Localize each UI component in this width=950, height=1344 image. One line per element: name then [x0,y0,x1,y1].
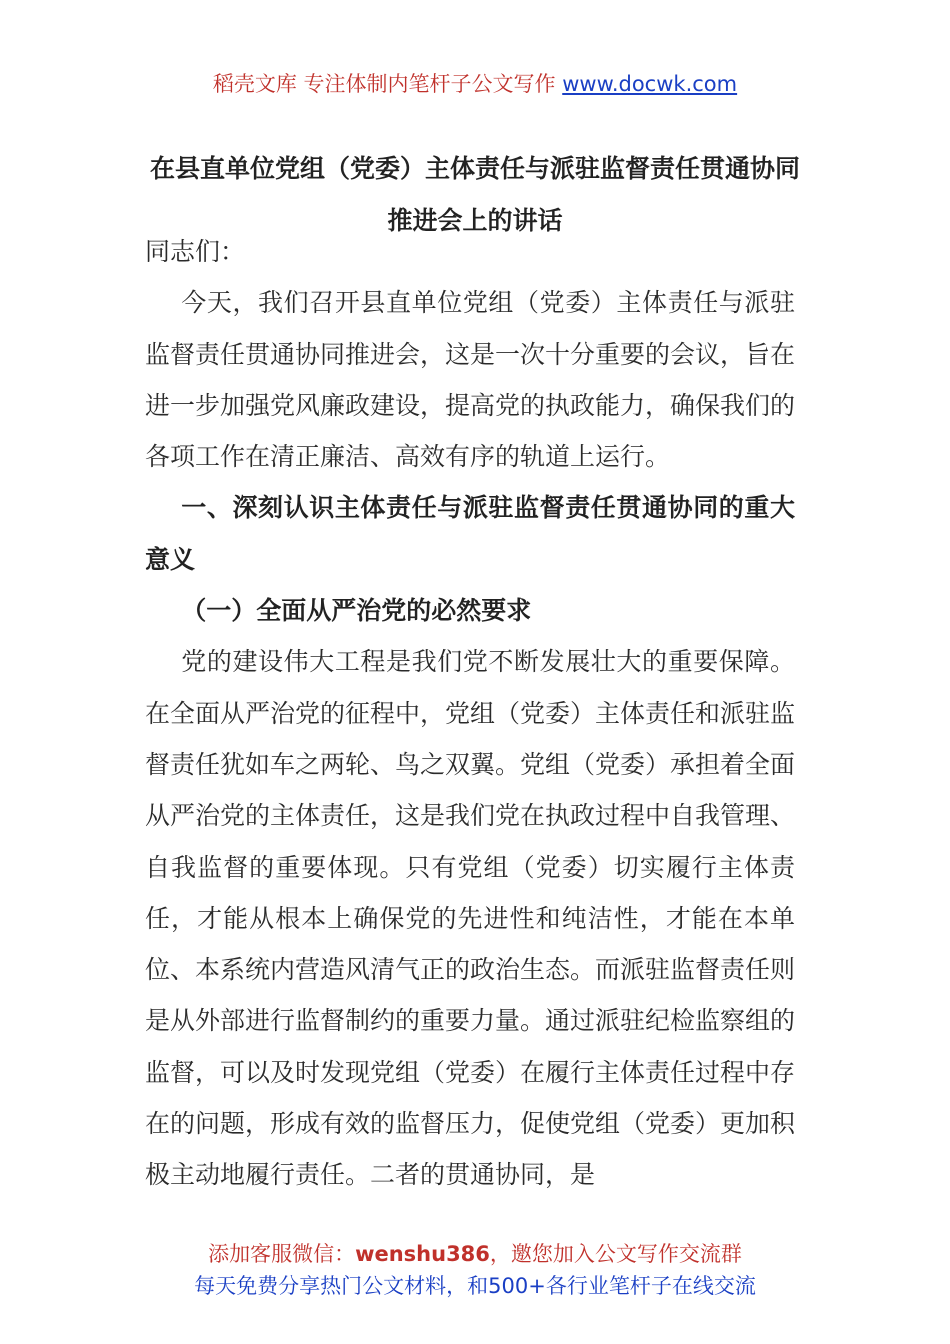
intro-paragraph: 今天，我们召开县直单位党组（党委）主体责任与派驻监督责任贯通协同推进会，这是一次十分重要的会议，旨在进一步加强党风廉政建设，提高党的执政能力，确保我们的各项工作在清正廉洁、高效有序的轨道上运行。 [145,288,796,472]
subsection-heading: （一）全面从严治党的必然要求 [181,596,532,626]
document-title: 在县直单位党组（党委）主体责任与派驻监督责任贯通协同推进会上的讲话 [149,154,800,235]
salutation: 同志们： [145,237,246,266]
footer-line-1 [0,1238,950,1270]
document-body [145,226,795,1201]
section-heading: 一、深刻认识主体责任与派驻监督责任贯通协同的重大意义 [145,493,795,574]
site-link[interactable]: www.docwk.com [562,72,738,96]
footer-prefix: 添加客服微信： [208,1242,356,1266]
body-paragraph: 党的建设伟大工程是我们党不断发展壮大的重要保障。在全面从严治党的征程中，党组（党委）主体责任和派驻监督责任犹如车之两轮、鸟之双翼。党组（党委）承担着全面从严治党的主体责任，这是我们党在执政过程中自我管理、自我监督的重要体现。只有党组（党委）切实履行主体责任，才能从根本上确保党的先进性和纯洁性，才能在本单位、本系统内营造风清气正的政治生态。而派驻监督责任则是从外部进行监督制约的重要力量。通过派驻纪检监察组的监督，可以及时发现党组（党委）在履行主体责任过程中存在的问题，形成有效的监督压力，促使党组（党委）更加积极主动地履行责任。二者的贯通协同，是 [145,647,796,1190]
wechat-id: wenshu386 [355,1242,490,1266]
promo-footer [0,1238,950,1302]
site-header [0,68,950,100]
footer-suffix: ，邀您加入公文写作交流群 [489,1242,742,1266]
header-slogan: 稻壳文库 专注体制内笔杆子公文写作 [212,72,563,96]
footer-line-2: 每天免费分享热门公文材料，和500+各行业笔杆子在线交流 [194,1274,756,1298]
